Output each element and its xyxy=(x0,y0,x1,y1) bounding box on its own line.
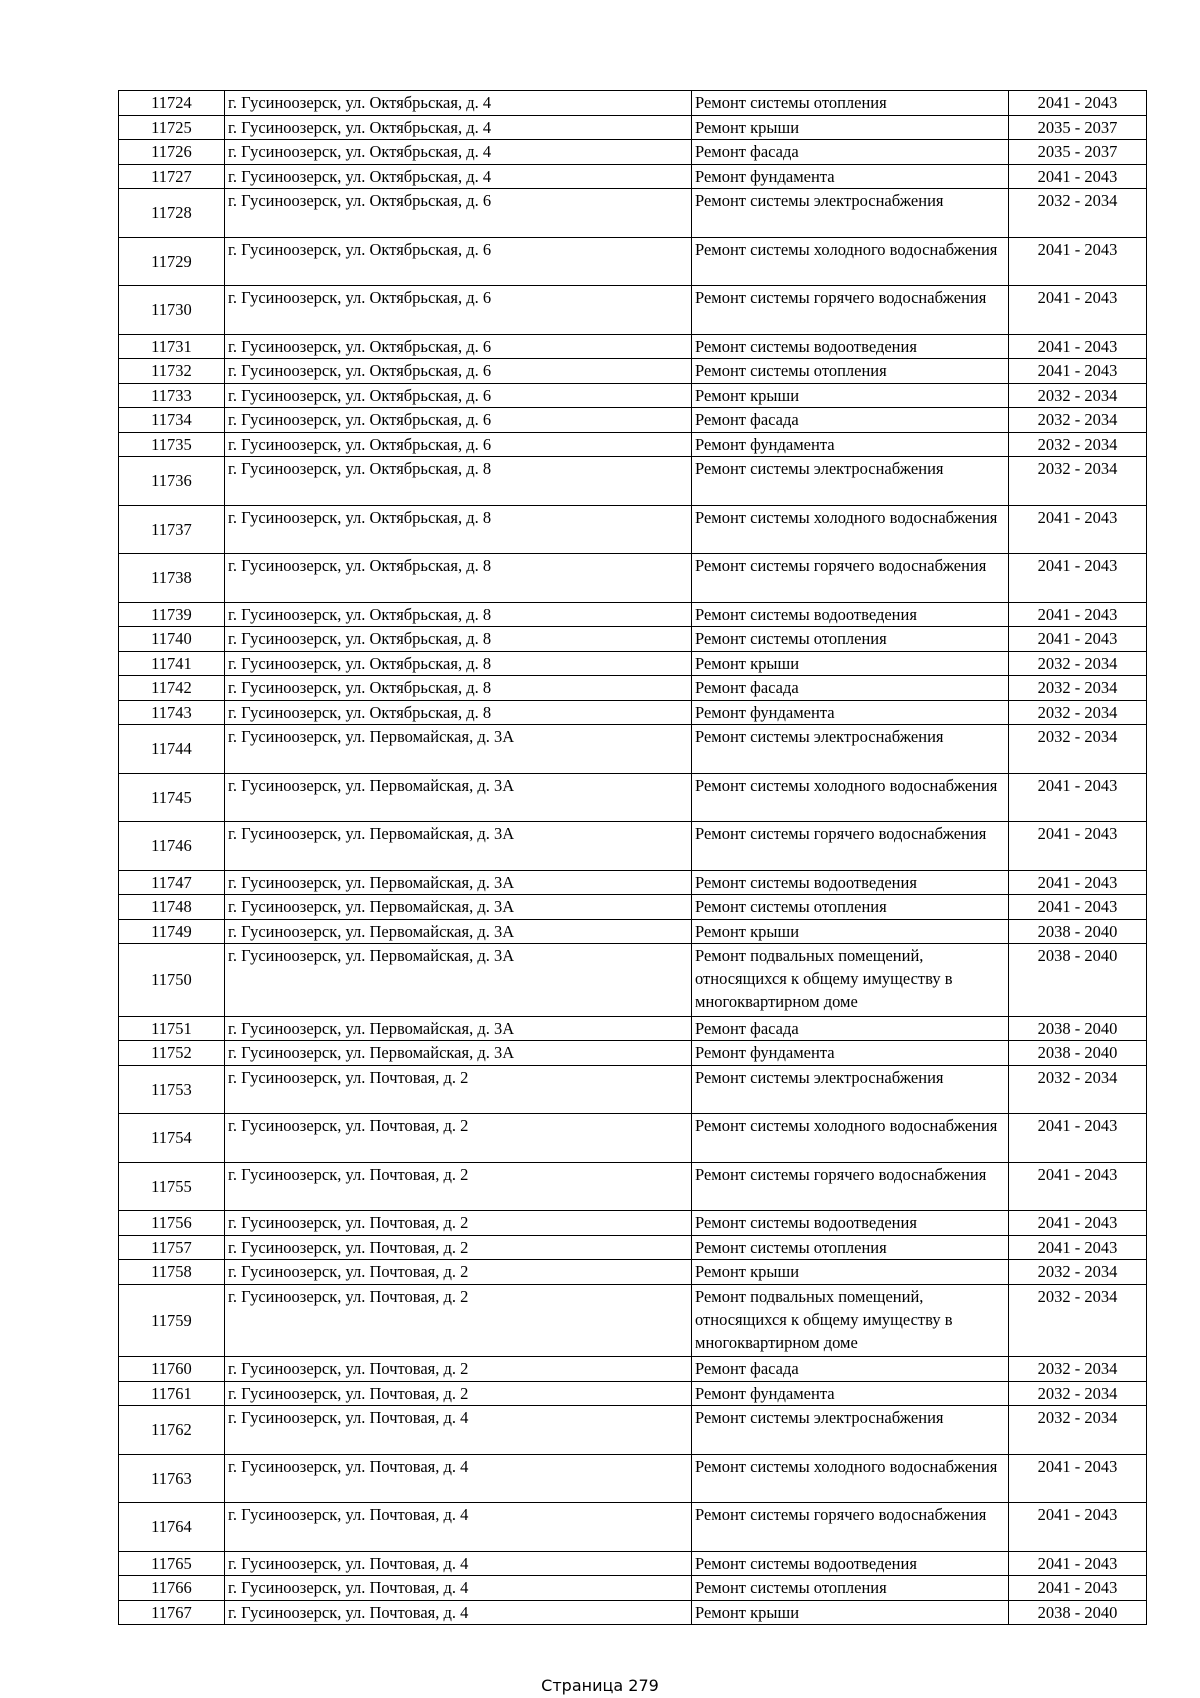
period-cell: 2032 - 2034 xyxy=(1009,432,1147,457)
work-schedule-table xyxy=(118,90,1147,1625)
address-cell: г. Гусиноозерск, ул. Октябрьская, д. 6 xyxy=(225,286,692,335)
address-cell: г. Гусиноозерск, ул. Октябрьская, д. 8 xyxy=(225,457,692,506)
table-row xyxy=(119,432,1147,457)
period-cell: 2041 - 2043 xyxy=(1009,1211,1147,1236)
work-type-cell: Ремонт фундамента xyxy=(692,700,1009,725)
address-cell: г. Гусиноозерск, ул. Октябрьская, д. 8 xyxy=(225,627,692,652)
work-type-cell: Ремонт системы электроснабжения xyxy=(692,1065,1009,1114)
period-cell: 2032 - 2034 xyxy=(1009,1260,1147,1285)
address-cell: г. Гусиноозерск, ул. Почтовая, д. 2 xyxy=(225,1235,692,1260)
row-number-cell: 11746 xyxy=(119,822,225,871)
table-row xyxy=(119,1284,1147,1357)
address-cell: г. Гусиноозерск, ул. Почтовая, д. 4 xyxy=(225,1600,692,1625)
address-cell: г. Гусиноозерск, ул. Почтовая, д. 4 xyxy=(225,1406,692,1455)
period-cell: 2041 - 2043 xyxy=(1009,1454,1147,1503)
table-row xyxy=(119,408,1147,433)
period-cell: 2041 - 2043 xyxy=(1009,1551,1147,1576)
address-cell: г. Гусиноозерск, ул. Первомайская, д. 3А xyxy=(225,895,692,920)
period-cell: 2041 - 2043 xyxy=(1009,359,1147,384)
period-cell: 2032 - 2034 xyxy=(1009,725,1147,774)
work-type-cell: Ремонт системы отопления xyxy=(692,359,1009,384)
table-row xyxy=(119,1406,1147,1455)
period-cell: 2032 - 2034 xyxy=(1009,189,1147,238)
address-cell: г. Гусиноозерск, ул. Почтовая, д. 4 xyxy=(225,1551,692,1576)
work-type-cell: Ремонт системы холодного водоснабжения xyxy=(692,773,1009,822)
address-cell: г. Гусиноозерск, ул. Почтовая, д. 4 xyxy=(225,1576,692,1601)
work-type-cell: Ремонт крыши xyxy=(692,383,1009,408)
table-row xyxy=(119,725,1147,774)
table-row xyxy=(119,115,1147,140)
period-cell: 2041 - 2043 xyxy=(1009,602,1147,627)
work-type-cell: Ремонт системы холодного водоснабжения xyxy=(692,1454,1009,1503)
row-number-cell: 11749 xyxy=(119,919,225,944)
table-row xyxy=(119,1551,1147,1576)
table-row xyxy=(119,383,1147,408)
table-row xyxy=(119,359,1147,384)
row-number-cell: 11726 xyxy=(119,140,225,165)
address-cell: г. Гусиноозерск, ул. Октябрьская, д. 4 xyxy=(225,140,692,165)
table-row xyxy=(119,602,1147,627)
row-number-cell: 11748 xyxy=(119,895,225,920)
row-number-cell: 11752 xyxy=(119,1041,225,1066)
table-row xyxy=(119,1357,1147,1382)
address-cell: г. Гусиноозерск, ул. Октябрьская, д. 6 xyxy=(225,334,692,359)
row-number-cell: 11741 xyxy=(119,651,225,676)
row-number-cell: 11760 xyxy=(119,1357,225,1382)
row-number-cell: 11750 xyxy=(119,944,225,1017)
address-cell: г. Гусиноозерск, ул. Октябрьская, д. 8 xyxy=(225,651,692,676)
work-type-cell: Ремонт системы горячего водоснабжения xyxy=(692,554,1009,603)
row-number-cell: 11765 xyxy=(119,1551,225,1576)
address-cell: г. Гусиноозерск, ул. Первомайская, д. 3А xyxy=(225,919,692,944)
work-type-cell: Ремонт фундамента xyxy=(692,164,1009,189)
work-type-cell: Ремонт системы отопления xyxy=(692,895,1009,920)
table-row xyxy=(119,1503,1147,1552)
work-type-cell: Ремонт системы отопления xyxy=(692,627,1009,652)
table-row xyxy=(119,627,1147,652)
address-cell: г. Гусиноозерск, ул. Октябрьская, д. 6 xyxy=(225,432,692,457)
row-number-cell: 11728 xyxy=(119,189,225,238)
work-type-cell: Ремонт системы горячего водоснабжения xyxy=(692,1503,1009,1552)
address-cell: г. Гусиноозерск, ул. Почтовая, д. 2 xyxy=(225,1114,692,1163)
row-number-cell: 11754 xyxy=(119,1114,225,1163)
period-cell: 2041 - 2043 xyxy=(1009,870,1147,895)
table-row xyxy=(119,1211,1147,1236)
work-type-cell: Ремонт фасада xyxy=(692,140,1009,165)
work-type-cell: Ремонт системы холодного водоснабжения xyxy=(692,1114,1009,1163)
period-cell: 2032 - 2034 xyxy=(1009,676,1147,701)
work-type-cell: Ремонт подвальных помещений, относящихся к общему имуществу в многоквартирном доме xyxy=(692,1284,1009,1357)
work-type-cell: Ремонт системы отопления xyxy=(692,91,1009,116)
address-cell: г. Гусиноозерск, ул. Первомайская, д. 3А xyxy=(225,1016,692,1041)
row-number-cell: 11761 xyxy=(119,1381,225,1406)
row-number-cell: 11732 xyxy=(119,359,225,384)
work-type-cell: Ремонт системы отопления xyxy=(692,1235,1009,1260)
table-row xyxy=(119,1260,1147,1285)
period-cell: 2032 - 2034 xyxy=(1009,1065,1147,1114)
period-cell: 2041 - 2043 xyxy=(1009,334,1147,359)
address-cell: г. Гусиноозерск, ул. Октябрьская, д. 6 xyxy=(225,408,692,433)
work-type-cell: Ремонт системы горячего водоснабжения xyxy=(692,286,1009,335)
address-cell: г. Гусиноозерск, ул. Почтовая, д. 2 xyxy=(225,1211,692,1236)
work-type-cell: Ремонт фасада xyxy=(692,1016,1009,1041)
row-number-cell: 11742 xyxy=(119,676,225,701)
work-type-cell: Ремонт крыши xyxy=(692,1600,1009,1625)
table-row xyxy=(119,1065,1147,1114)
table-row xyxy=(119,334,1147,359)
row-number-cell: 11736 xyxy=(119,457,225,506)
row-number-cell: 11737 xyxy=(119,505,225,554)
work-type-cell: Ремонт системы горячего водоснабжения xyxy=(692,1162,1009,1211)
period-cell: 2041 - 2043 xyxy=(1009,773,1147,822)
period-cell: 2041 - 2043 xyxy=(1009,237,1147,286)
address-cell: г. Гусиноозерск, ул. Октябрьская, д. 8 xyxy=(225,676,692,701)
period-cell: 2041 - 2043 xyxy=(1009,822,1147,871)
table-row xyxy=(119,1454,1147,1503)
period-cell: 2041 - 2043 xyxy=(1009,627,1147,652)
period-cell: 2032 - 2034 xyxy=(1009,457,1147,506)
table-row xyxy=(119,700,1147,725)
table-row xyxy=(119,822,1147,871)
row-number-cell: 11756 xyxy=(119,1211,225,1236)
period-cell: 2038 - 2040 xyxy=(1009,944,1147,1017)
page-number: Страница 279 xyxy=(541,1676,659,1695)
address-cell: г. Гусиноозерск, ул. Почтовая, д. 4 xyxy=(225,1454,692,1503)
table-row xyxy=(119,1114,1147,1163)
row-number-cell: 11724 xyxy=(119,91,225,116)
work-type-cell: Ремонт подвальных помещений, относящихся к общему имуществу в многоквартирном доме xyxy=(692,944,1009,1017)
row-number-cell: 11744 xyxy=(119,725,225,774)
work-type-cell: Ремонт системы водоотведения xyxy=(692,1551,1009,1576)
row-number-cell: 11734 xyxy=(119,408,225,433)
row-number-cell: 11767 xyxy=(119,1600,225,1625)
period-cell: 2041 - 2043 xyxy=(1009,505,1147,554)
period-cell: 2032 - 2034 xyxy=(1009,1406,1147,1455)
period-cell: 2041 - 2043 xyxy=(1009,1114,1147,1163)
table-row xyxy=(119,1041,1147,1066)
address-cell: г. Гусиноозерск, ул. Октябрьская, д. 6 xyxy=(225,189,692,238)
table-row xyxy=(119,870,1147,895)
row-number-cell: 11733 xyxy=(119,383,225,408)
period-cell: 2041 - 2043 xyxy=(1009,1503,1147,1552)
row-number-cell: 11764 xyxy=(119,1503,225,1552)
table-row xyxy=(119,1016,1147,1041)
row-number-cell: 11766 xyxy=(119,1576,225,1601)
row-number-cell: 11730 xyxy=(119,286,225,335)
period-cell: 2041 - 2043 xyxy=(1009,1162,1147,1211)
row-number-cell: 11743 xyxy=(119,700,225,725)
row-number-cell: 11735 xyxy=(119,432,225,457)
row-number-cell: 11759 xyxy=(119,1284,225,1357)
period-cell: 2041 - 2043 xyxy=(1009,554,1147,603)
address-cell: г. Гусиноозерск, ул. Октябрьская, д. 4 xyxy=(225,91,692,116)
work-type-cell: Ремонт системы водоотведения xyxy=(692,334,1009,359)
address-cell: г. Гусиноозерск, ул. Октябрьская, д. 4 xyxy=(225,115,692,140)
table-row xyxy=(119,676,1147,701)
row-number-cell: 11762 xyxy=(119,1406,225,1455)
period-cell: 2038 - 2040 xyxy=(1009,1041,1147,1066)
work-type-cell: Ремонт системы электроснабжения xyxy=(692,725,1009,774)
table-row xyxy=(119,895,1147,920)
period-cell: 2032 - 2034 xyxy=(1009,1357,1147,1382)
table-row xyxy=(119,91,1147,116)
table-row xyxy=(119,773,1147,822)
period-cell: 2032 - 2034 xyxy=(1009,700,1147,725)
address-cell: г. Гусиноозерск, ул. Октябрьская, д. 8 xyxy=(225,700,692,725)
address-cell: г. Гусиноозерск, ул. Почтовая, д. 2 xyxy=(225,1284,692,1357)
row-number-cell: 11729 xyxy=(119,237,225,286)
address-cell: г. Гусиноозерск, ул. Октябрьская, д. 8 xyxy=(225,554,692,603)
table-row xyxy=(119,457,1147,506)
row-number-cell: 11727 xyxy=(119,164,225,189)
address-cell: г. Гусиноозерск, ул. Первомайская, д. 3А xyxy=(225,822,692,871)
table-row xyxy=(119,919,1147,944)
period-cell: 2041 - 2043 xyxy=(1009,895,1147,920)
table-row xyxy=(119,1381,1147,1406)
address-cell: г. Гусиноозерск, ул. Октябрьская, д. 8 xyxy=(225,505,692,554)
row-number-cell: 11757 xyxy=(119,1235,225,1260)
address-cell: г. Гусиноозерск, ул. Октябрьская, д. 6 xyxy=(225,359,692,384)
table-row xyxy=(119,505,1147,554)
row-number-cell: 11753 xyxy=(119,1065,225,1114)
address-cell: г. Гусиноозерск, ул. Первомайская, д. 3А xyxy=(225,1041,692,1066)
work-type-cell: Ремонт крыши xyxy=(692,115,1009,140)
work-type-cell: Ремонт фундамента xyxy=(692,1041,1009,1066)
period-cell: 2032 - 2034 xyxy=(1009,408,1147,433)
period-cell: 2032 - 2034 xyxy=(1009,1284,1147,1357)
work-type-cell: Ремонт фасада xyxy=(692,1357,1009,1382)
work-type-cell: Ремонт системы отопления xyxy=(692,1576,1009,1601)
period-cell: 2035 - 2037 xyxy=(1009,115,1147,140)
row-number-cell: 11731 xyxy=(119,334,225,359)
table-body xyxy=(119,91,1147,1625)
address-cell: г. Гусиноозерск, ул. Почтовая, д. 4 xyxy=(225,1503,692,1552)
row-number-cell: 11763 xyxy=(119,1454,225,1503)
table-row xyxy=(119,237,1147,286)
work-type-cell: Ремонт крыши xyxy=(692,651,1009,676)
work-type-cell: Ремонт фундамента xyxy=(692,1381,1009,1406)
row-number-cell: 11738 xyxy=(119,554,225,603)
table-row xyxy=(119,1235,1147,1260)
table-row xyxy=(119,944,1147,1017)
period-cell: 2032 - 2034 xyxy=(1009,651,1147,676)
period-cell: 2035 - 2037 xyxy=(1009,140,1147,165)
table-row xyxy=(119,1576,1147,1601)
address-cell: г. Гусиноозерск, ул. Первомайская, д. 3А xyxy=(225,944,692,1017)
work-type-cell: Ремонт системы электроснабжения xyxy=(692,1406,1009,1455)
period-cell: 2032 - 2034 xyxy=(1009,1381,1147,1406)
table-row xyxy=(119,1162,1147,1211)
address-cell: г. Гусиноозерск, ул. Почтовая, д. 2 xyxy=(225,1065,692,1114)
row-number-cell: 11739 xyxy=(119,602,225,627)
row-number-cell: 11758 xyxy=(119,1260,225,1285)
table-row xyxy=(119,286,1147,335)
period-cell: 2032 - 2034 xyxy=(1009,383,1147,408)
work-type-cell: Ремонт системы электроснабжения xyxy=(692,189,1009,238)
row-number-cell: 11740 xyxy=(119,627,225,652)
table-row xyxy=(119,140,1147,165)
period-cell: 2038 - 2040 xyxy=(1009,919,1147,944)
period-cell: 2041 - 2043 xyxy=(1009,164,1147,189)
table-row xyxy=(119,554,1147,603)
address-cell: г. Гусиноозерск, ул. Почтовая, д. 2 xyxy=(225,1357,692,1382)
period-cell: 2041 - 2043 xyxy=(1009,1235,1147,1260)
table-row xyxy=(119,1600,1147,1625)
work-type-cell: Ремонт крыши xyxy=(692,919,1009,944)
address-cell: г. Гусиноозерск, ул. Почтовая, д. 2 xyxy=(225,1260,692,1285)
row-number-cell: 11751 xyxy=(119,1016,225,1041)
address-cell: г. Гусиноозерск, ул. Октябрьская, д. 4 xyxy=(225,164,692,189)
address-cell: г. Гусиноозерск, ул. Октябрьская, д. 6 xyxy=(225,237,692,286)
period-cell: 2041 - 2043 xyxy=(1009,1576,1147,1601)
table-row xyxy=(119,189,1147,238)
work-type-cell: Ремонт системы холодного водоснабжения xyxy=(692,505,1009,554)
row-number-cell: 11755 xyxy=(119,1162,225,1211)
table-row xyxy=(119,164,1147,189)
period-cell: 2038 - 2040 xyxy=(1009,1016,1147,1041)
work-type-cell: Ремонт системы холодного водоснабжения xyxy=(692,237,1009,286)
work-type-cell: Ремонт системы водоотведения xyxy=(692,870,1009,895)
address-cell: г. Гусиноозерск, ул. Первомайская, д. 3А xyxy=(225,870,692,895)
address-cell: г. Гусиноозерск, ул. Октябрьская, д. 8 xyxy=(225,602,692,627)
address-cell: г. Гусиноозерск, ул. Первомайская, д. 3А xyxy=(225,773,692,822)
work-type-cell: Ремонт фундамента xyxy=(692,432,1009,457)
address-cell: г. Гусиноозерск, ул. Почтовая, д. 2 xyxy=(225,1162,692,1211)
work-type-cell: Ремонт системы водоотведения xyxy=(692,602,1009,627)
period-cell: 2041 - 2043 xyxy=(1009,91,1147,116)
row-number-cell: 11747 xyxy=(119,870,225,895)
work-type-cell: Ремонт системы горячего водоснабжения xyxy=(692,822,1009,871)
work-type-cell: Ремонт системы водоотведения xyxy=(692,1211,1009,1236)
work-type-cell: Ремонт фасада xyxy=(692,676,1009,701)
address-cell: г. Гусиноозерск, ул. Почтовая, д. 2 xyxy=(225,1381,692,1406)
table-row xyxy=(119,651,1147,676)
period-cell: 2041 - 2043 xyxy=(1009,286,1147,335)
row-number-cell: 11725 xyxy=(119,115,225,140)
address-cell: г. Гусиноозерск, ул. Октябрьская, д. 6 xyxy=(225,383,692,408)
address-cell: г. Гусиноозерск, ул. Первомайская, д. 3А xyxy=(225,725,692,774)
work-type-cell: Ремонт крыши xyxy=(692,1260,1009,1285)
period-cell: 2038 - 2040 xyxy=(1009,1600,1147,1625)
work-type-cell: Ремонт фасада xyxy=(692,408,1009,433)
work-type-cell: Ремонт системы электроснабжения xyxy=(692,457,1009,506)
row-number-cell: 11745 xyxy=(119,773,225,822)
